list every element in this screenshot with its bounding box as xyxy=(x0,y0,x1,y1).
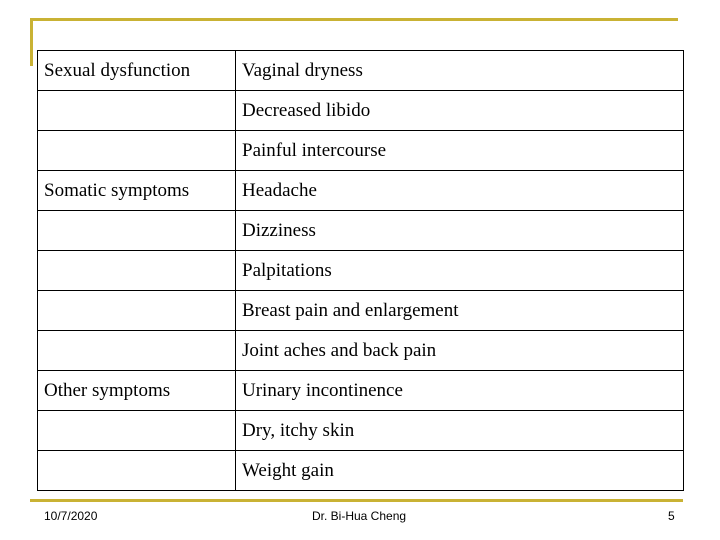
table-row xyxy=(38,371,684,411)
category-cell xyxy=(38,291,236,331)
symptom-cell: Breast pain and enlargement xyxy=(236,291,684,331)
symptom-cell: Joint aches and back pain xyxy=(236,331,684,371)
symptom-cell: Dry, itchy skin xyxy=(236,411,684,451)
slide-accent-line-top xyxy=(30,18,678,21)
symptoms-table xyxy=(37,50,684,491)
symptom-cell: Weight gain xyxy=(236,451,684,491)
category-cell xyxy=(38,211,236,251)
page-number: 5 xyxy=(668,509,675,523)
category-cell xyxy=(38,131,236,171)
symptom-cell: Dizziness xyxy=(236,211,684,251)
category-cell: Sexual dysfunction xyxy=(38,51,236,91)
category-cell xyxy=(38,411,236,451)
slide-accent-line-left xyxy=(30,18,33,66)
table-row xyxy=(38,211,684,251)
footer-date: 10/7/2020 xyxy=(44,509,98,523)
symptom-cell: Decreased libido xyxy=(236,91,684,131)
table-row xyxy=(38,451,684,491)
symptom-cell: Urinary incontinence xyxy=(236,371,684,411)
category-cell xyxy=(38,451,236,491)
category-cell xyxy=(38,251,236,291)
table-row xyxy=(38,91,684,131)
table-row xyxy=(38,291,684,331)
symptom-cell: Painful intercourse xyxy=(236,131,684,171)
symptom-cell: Palpitations xyxy=(236,251,684,291)
table-row xyxy=(38,131,684,171)
table-row xyxy=(38,331,684,371)
category-cell: Other symptoms xyxy=(38,371,236,411)
table-row xyxy=(38,51,684,91)
category-cell xyxy=(38,91,236,131)
table-row xyxy=(38,251,684,291)
category-cell: Somatic symptoms xyxy=(38,171,236,211)
symptom-cell: Headache xyxy=(236,171,684,211)
slide-accent-line-bottom xyxy=(30,499,683,502)
category-cell xyxy=(38,331,236,371)
symptom-cell: Vaginal dryness xyxy=(236,51,684,91)
table-row xyxy=(38,411,684,451)
table-row xyxy=(38,171,684,211)
footer-author: Dr. Bi-Hua Cheng xyxy=(312,509,407,523)
